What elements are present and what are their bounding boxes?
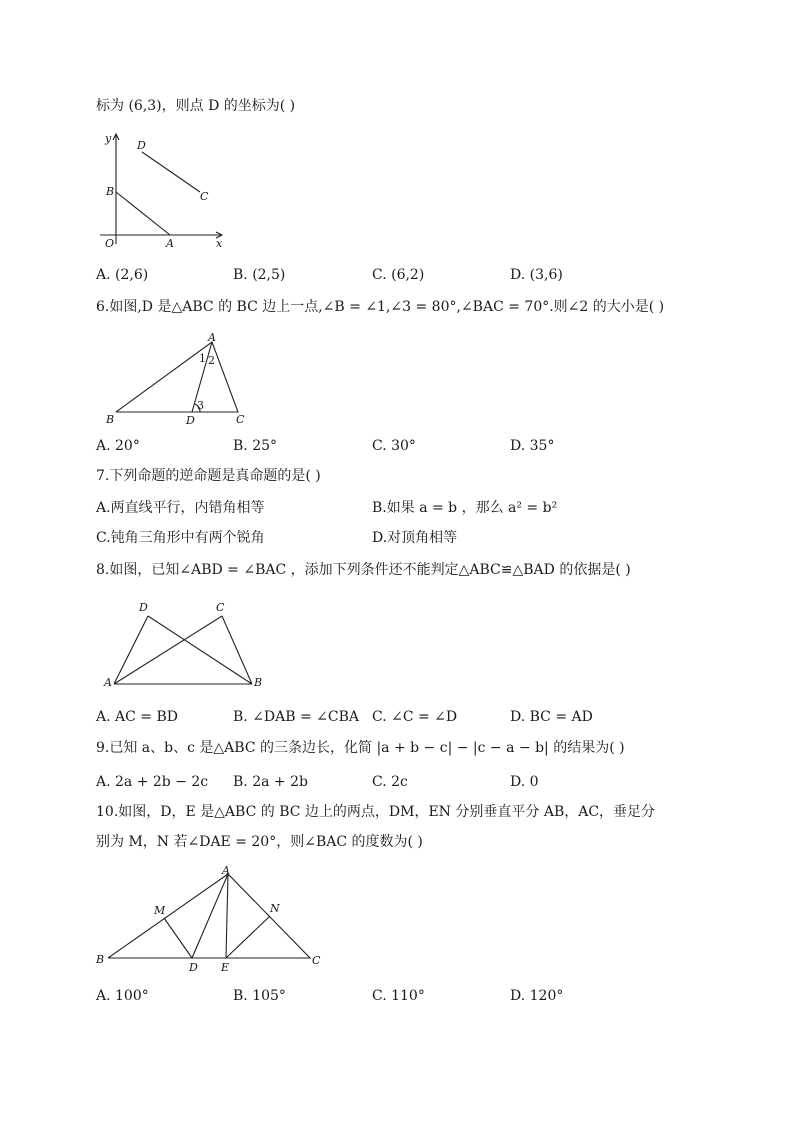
q9-option-d[interactable]: D. 0 xyxy=(510,774,539,790)
segment-ac xyxy=(114,616,222,684)
triangle-abc xyxy=(108,874,310,958)
q5-option-a[interactable]: A. (2,6) xyxy=(96,267,149,283)
q9-option-b[interactable]: B. 2a + 2b xyxy=(233,774,308,790)
label-c: C xyxy=(312,954,321,967)
q6-stem: 6.如图,D 是△ABC 的 BC 边上一点,∠B = ∠1,∠3 = 80°,∠BAC = 70°.则∠2 的大小是( ) xyxy=(96,299,665,315)
q10-figure xyxy=(94,860,330,978)
q5-stem-tail: 标为 (6,3)，则点 D 的坐标为( ) xyxy=(96,98,296,114)
label-angle-3: 3 xyxy=(197,399,204,412)
label-d: D xyxy=(189,961,198,974)
q7-option-a[interactable]: A.两直线平行，内错角相等 xyxy=(96,500,265,516)
q10-option-b[interactable]: B. 105° xyxy=(233,988,286,1004)
label-b: B xyxy=(96,953,105,966)
q9-option-a[interactable]: A. 2a + 2b − 2c xyxy=(96,774,209,790)
q7-option-d[interactable]: D.对顶角相等 xyxy=(372,530,458,546)
label-d: D xyxy=(186,414,195,427)
q5-option-d[interactable]: D. (3,6) xyxy=(510,267,563,283)
label-x: x xyxy=(216,237,223,250)
label-n: N xyxy=(270,902,280,915)
segment-ae xyxy=(226,874,228,958)
q10-stem-line-2: 别为 M，N 若∠DAE = 20°，则∠BAC 的度数为( ) xyxy=(96,834,423,850)
q8-option-b[interactable]: B. ∠DAB = ∠CBA xyxy=(233,709,360,725)
q8-option-d[interactable]: D. BC = AD xyxy=(510,709,593,725)
label-a: A xyxy=(222,864,230,877)
label-a: A xyxy=(104,676,112,689)
q8-figure xyxy=(96,598,276,694)
q5-option-b[interactable]: B. (2,5) xyxy=(233,267,286,283)
triangle-abc xyxy=(116,342,238,412)
label-d: D xyxy=(139,601,148,614)
q8-option-a[interactable]: A. AC = BD xyxy=(96,709,178,725)
label-b: B xyxy=(106,413,115,426)
q10-stem-line-1: 10.如图，D，E 是△ABC 的 BC 边上的两点，DM，EN 分别垂直平分 AB，AC，垂足分 xyxy=(96,804,656,820)
q8-stem: 8.如图，已知∠ABD = ∠BAC ，添加下列条件还不能判定△ABC≌△BAD 的依据是( ) xyxy=(96,562,631,578)
label-c: C xyxy=(216,601,225,614)
label-c: C xyxy=(236,413,245,426)
label-o: O xyxy=(105,237,115,250)
label-d: D xyxy=(137,139,146,152)
q10-option-d[interactable]: D. 120° xyxy=(510,988,564,1004)
label-c: C xyxy=(200,190,209,203)
q5-coordinate-figure xyxy=(96,126,236,251)
q7-option-b[interactable]: B.如果 a = b ，那么 a² = b² xyxy=(372,500,558,516)
q6-option-d[interactable]: D. 35° xyxy=(510,438,555,454)
label-b: B xyxy=(106,185,115,198)
q9-stem: 9.已知 a、b、c 是△ABC 的三条边长，化简 |a + b − c| − |c − a − b| 的结果为( ) xyxy=(96,740,625,756)
segment-md xyxy=(164,918,192,958)
segment-ne xyxy=(226,916,270,958)
q6-option-b[interactable]: B. 25° xyxy=(233,438,278,454)
segment-ab xyxy=(116,192,170,235)
label-y: y xyxy=(105,132,112,145)
segment-dc xyxy=(142,152,200,192)
q8-option-c[interactable]: C. ∠C = ∠D xyxy=(372,709,458,725)
label-a: A xyxy=(208,331,216,344)
label-angle-1: 1 xyxy=(199,352,206,365)
q6-triangle-figure xyxy=(96,330,256,430)
q9-option-c[interactable]: C. 2c xyxy=(372,774,408,790)
q10-option-a[interactable]: A. 100° xyxy=(96,988,149,1004)
label-a: A xyxy=(166,237,174,250)
q7-stem: 7.下列命题的逆命题是真命题的是( ) xyxy=(96,468,321,484)
label-b: B xyxy=(254,676,263,689)
label-angle-2: 2 xyxy=(208,354,215,367)
q6-option-a[interactable]: A. 20° xyxy=(96,438,140,454)
q10-option-c[interactable]: C. 110° xyxy=(372,988,425,1004)
label-m: M xyxy=(154,904,166,917)
q7-option-c[interactable]: C.钝角三角形中有两个锐角 xyxy=(96,530,265,546)
q5-option-c[interactable]: C. (6,2) xyxy=(372,267,425,283)
label-e: E xyxy=(221,961,230,974)
q6-option-c[interactable]: C. 30° xyxy=(372,438,416,454)
